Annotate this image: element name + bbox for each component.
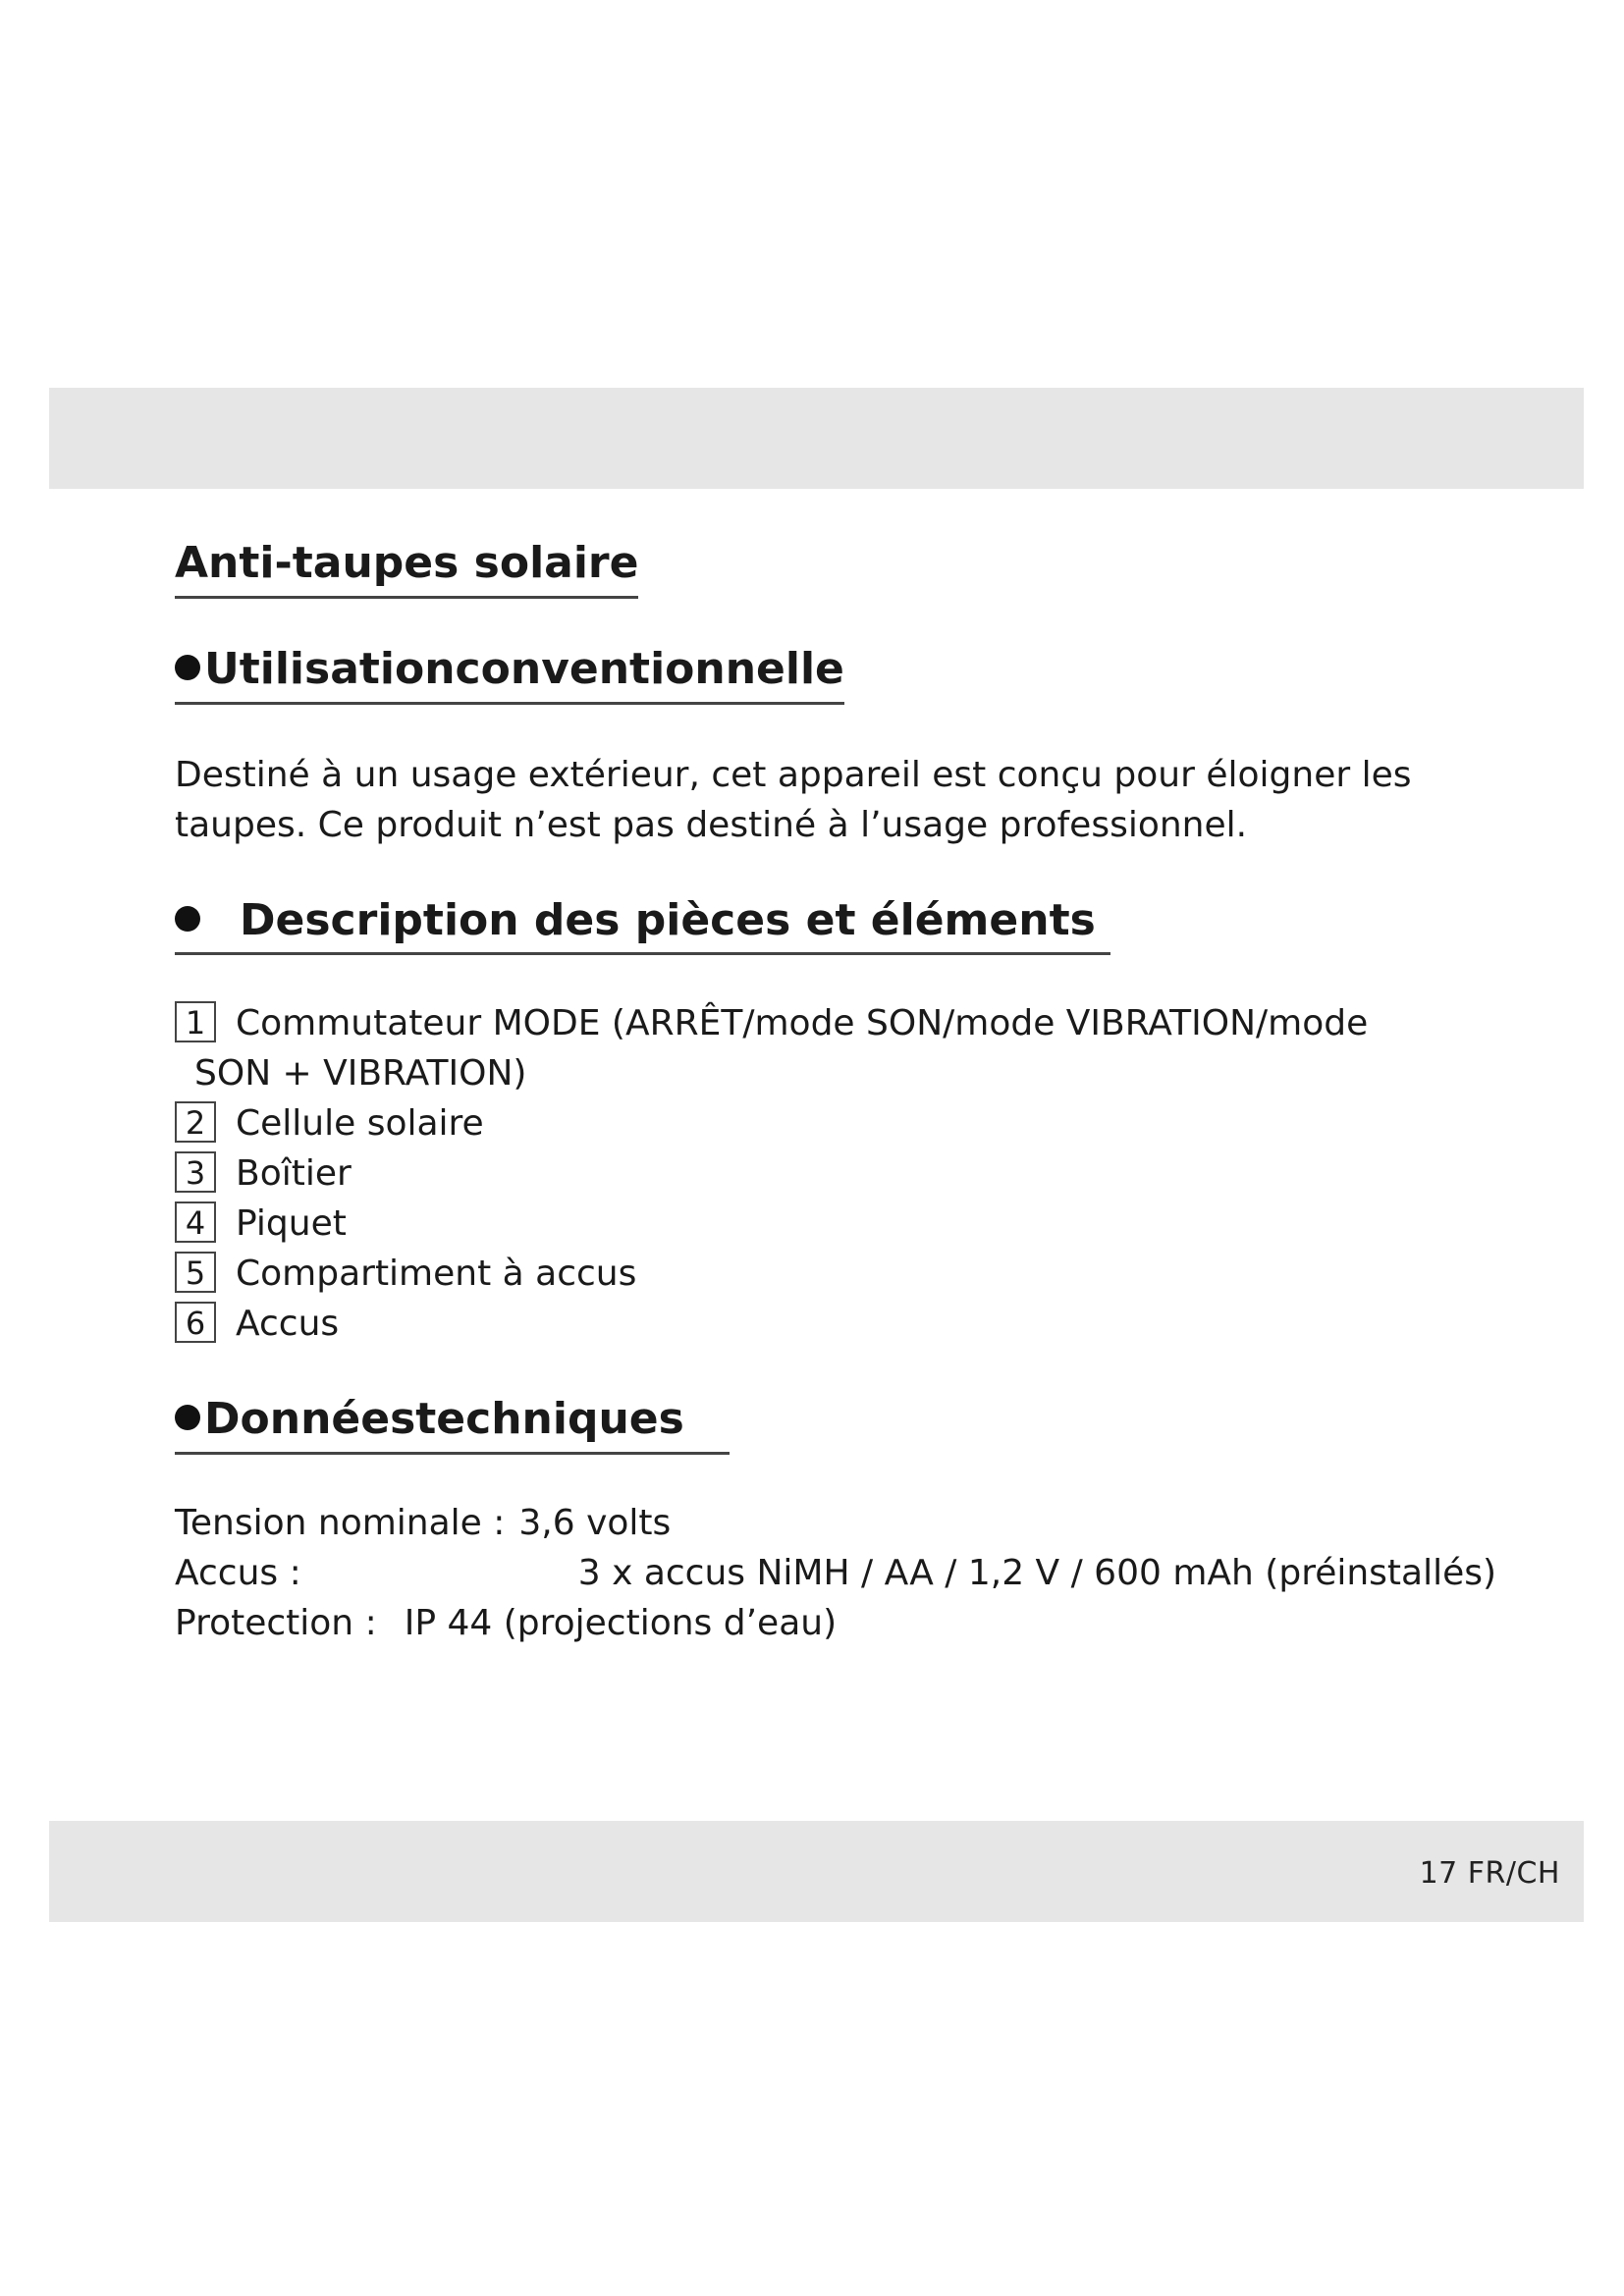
spec-value: IP 44 (projections d’eau) [404, 1603, 838, 1644]
spec-label: Protection : [175, 1603, 377, 1644]
spec-label: Accus : [175, 1553, 301, 1594]
list-item [175, 1199, 1451, 1249]
part-label: Compartiment à accus [236, 1254, 637, 1295]
list-item [175, 1148, 1451, 1199]
page-number: 17 FR/CH [1419, 1856, 1560, 1891]
part-number-box: 2 [175, 1101, 216, 1143]
parts-heading-text: Description des pièces et éléments [240, 894, 1096, 945]
spec-value: 3,6 volts [518, 1503, 672, 1544]
specs-table [175, 1498, 1497, 1648]
part-label: Cellule solaire [236, 1103, 484, 1145]
intended-use-section [175, 644, 1451, 705]
bullet-icon [175, 906, 200, 932]
list-item [175, 1299, 1451, 1349]
list-item [175, 998, 1451, 1098]
spec-row-protection [175, 1598, 1451, 1648]
spec-label: Tension nominale : [175, 1503, 506, 1544]
spec-value: 3 x accus NiMH / AA / 1,2 V / 600 mAh (préinstallés) [577, 1553, 1497, 1594]
page-title: Anti-taupes solaire [175, 538, 638, 599]
part-number-box: 5 [175, 1252, 216, 1293]
part-number-box: 1 [175, 1001, 216, 1042]
part-label: Accus [236, 1304, 340, 1345]
part-number-box: 4 [175, 1201, 216, 1243]
bullet-icon [175, 655, 200, 680]
part-number-box: 6 [175, 1302, 216, 1343]
spec-row-voltage [175, 1498, 1451, 1548]
spec-row-battery [175, 1548, 1497, 1598]
part-number-box: 3 [175, 1151, 216, 1193]
header-band [49, 388, 1584, 489]
part-label: Commutateur MODE (ARRÊT/mode SON/mode VIBRATION/mode [236, 1003, 1369, 1044]
intended-use-heading [175, 644, 844, 705]
part-label: Boîtier [236, 1153, 352, 1195]
bullet-icon [175, 1405, 200, 1430]
part-label: Piquet [236, 1203, 347, 1245]
specs-section [175, 1394, 1451, 1455]
intended-use-text: Destiné à un usage extérieur, cet appareil est conçu pour éloigner les taupes. Ce produit n’est pas destiné à l’usage professionnel. [175, 754, 1412, 845]
footer-band [49, 1821, 1584, 1922]
part-label-continued: SON + VIBRATION) [194, 1053, 527, 1095]
specs-heading [175, 1394, 730, 1455]
page-content [175, 538, 1497, 1648]
parts-section [175, 895, 1451, 956]
list-item [175, 1249, 1451, 1299]
list-item [175, 1098, 1451, 1148]
intended-use-heading-text: Utilisationconventionnelle [204, 643, 844, 694]
parts-list [175, 998, 1451, 1349]
parts-heading [175, 895, 1110, 956]
specs-heading-text: Donnéestechniques [204, 1394, 684, 1445]
